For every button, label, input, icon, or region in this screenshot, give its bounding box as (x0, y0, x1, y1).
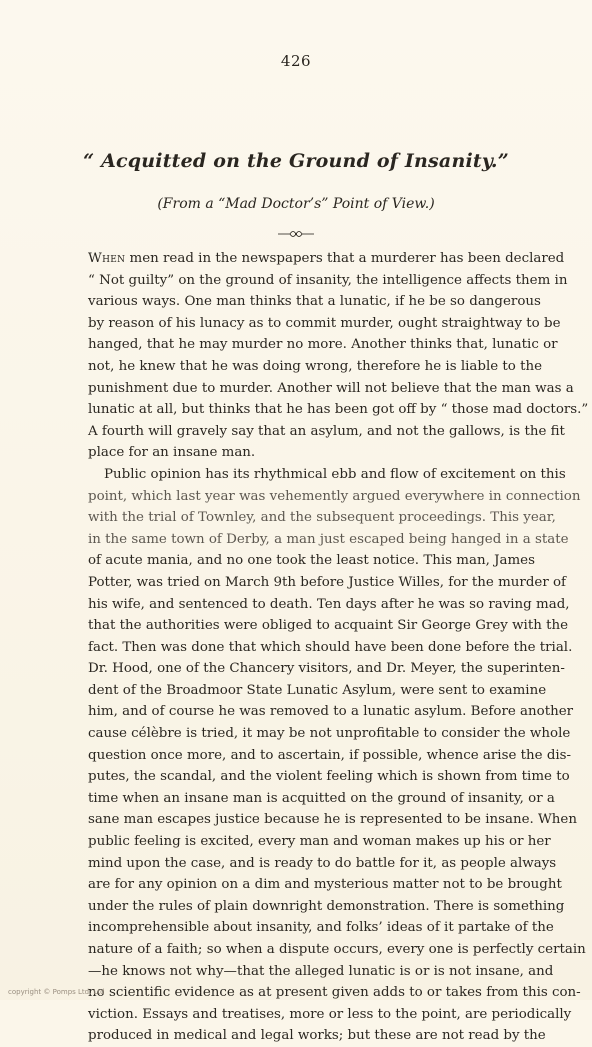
text-line-content: lunatic at all, but thinks that he has been got off by “ those mad doctors.” (88, 402, 589, 418)
text-line: Public opinion has its rhythmical ebb and flow of excitement on this (104, 466, 566, 482)
text-line-content: by reason of his lunacy as to commit murder, ought straightway to be (88, 315, 561, 331)
text-line: that the authorities were obliged to acquaint Sir George Grey with the (88, 618, 569, 634)
text-line: fact. Then was done that which should have been done before the trial. (88, 639, 573, 655)
text-line: nature of a faith; so when a dispute occurs, every one is perfectly certain (88, 942, 586, 957)
paragraph-1 (88, 248, 589, 464)
text-line: Dr. Hood, one of the Chancery visitors, and Dr. Meyer, the superinten- (88, 661, 565, 677)
text-line (88, 291, 541, 313)
text-line: under the rules of plain downright demonstration. There is something (88, 898, 565, 914)
text-line-content: not, he knew that he was doing wrong, therefore he is liable to the (88, 358, 543, 374)
text-line: in the same town of Derby, a man just escaped being hanged in a state (88, 531, 569, 547)
article-subtitle: (From a “Mad Doctor’s” Point of View.) (157, 196, 435, 212)
paragraph-2 (88, 464, 586, 1047)
text-line: mind upon the case, and is ready to do battle for it, as people always (88, 855, 557, 871)
text-line-content: A fourth will gravely say that an asylum, and not the gallows, is the fit (88, 423, 565, 439)
text-line: public feeling is excited, every man and woman makes up his or her (88, 834, 551, 850)
text-line-content: men read in the newspapers that a murderer has been declared (125, 251, 565, 266)
text-line: point, which last year was vehemently argued everywhere in connection (88, 488, 581, 504)
text-line: are for any opinion on a dim and mysterious matter not to be brought (88, 877, 562, 893)
text-line: putes, the scandal, and the violent feeling which is shown from time to (88, 769, 570, 785)
article-body (88, 248, 589, 1047)
text-line: sane man escapes justice because he is represented to be insane. When (88, 812, 577, 828)
ornament-divider-icon (276, 228, 316, 240)
article-title: “ Acquitted on the Ground of Insanity.” (83, 150, 509, 172)
text-line-content: punishment due to murder. Another will not believe that the man was a (88, 380, 574, 396)
text-line (88, 313, 561, 335)
text-line-content: place for an insane man. (88, 445, 256, 461)
text-line: question once more, and to ascertain, if possible, whence arise the dis- (88, 747, 572, 763)
text-line (88, 378, 574, 400)
copyright-footer: copyright © Pomps Ltd. Ltd (8, 988, 105, 996)
text-line: his wife, and sentenced to death. Ten days after he was so raving mad, (88, 596, 570, 612)
text-line: no scientific evidence as at present given adds to or takes from this con- (88, 985, 581, 1001)
text-line: —he knows not why—that the alleged lunatic is or is not insane, and (88, 963, 554, 979)
text-line: with the trial of Townley, and the subsequent proceedings. This year, (88, 510, 556, 526)
drop-word: When (88, 251, 126, 266)
text-line (88, 399, 589, 421)
text-line-content: “ Not guilty” on the ground of insanity, the intelligence affects them in (88, 272, 568, 288)
text-line (88, 334, 558, 356)
text-line: cause célèbre is tried, it may be not unprofitable to consider the whole (88, 726, 571, 742)
text-line (88, 442, 512, 464)
text-line: time when an insane man is acquitted on the ground of insanity, or a (88, 790, 555, 806)
text-line: incomprehensible about insanity, and folks’ ideas of it partake of the (88, 920, 554, 936)
text-line: dent of the Broadmoor State Lunatic Asylum, were sent to examine (88, 682, 547, 698)
page-number: 426 (280, 52, 312, 70)
text-line: of acute mania, and no one took the least notice. This man, James (88, 553, 535, 569)
text-line: him, and of course he was removed to a lunatic asylum. Before another (88, 704, 574, 720)
text-line-content: various ways. One man thinks that a lunatic, if he be so dangerous (88, 294, 541, 310)
text-line: viction. Essays and treatises, more or less to the point, are periodically (88, 1006, 572, 1022)
text-line (88, 421, 565, 443)
text-line (88, 356, 543, 378)
text-line (88, 248, 565, 270)
text-line (88, 270, 568, 292)
text-line: Potter, was tried on March 9th before Justice Willes, for the murder of (88, 574, 566, 590)
text-line: produced in medical and legal works; but these are not read by the (88, 1028, 546, 1044)
text-line-content: hanged, that he may murder no more. Another thinks that, lunatic or (88, 337, 558, 353)
